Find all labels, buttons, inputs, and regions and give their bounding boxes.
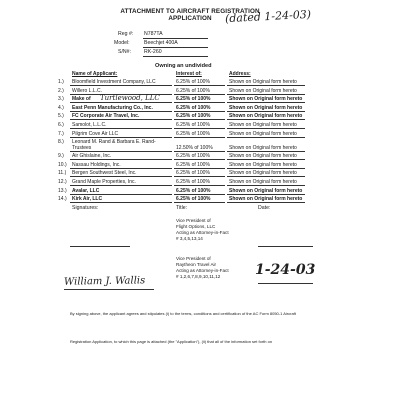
row-underline — [70, 194, 172, 195]
applicant-interest: 6.25% of 100% — [176, 130, 210, 137]
reg-underline — [143, 38, 208, 39]
applicant-name-handwritten: Turtlewood, LLC — [100, 94, 160, 103]
reg-value: N787TA — [144, 31, 163, 37]
row-underline — [227, 185, 305, 186]
applicant-name: Willero L.L.C. — [72, 87, 103, 94]
date-label: Date: — [258, 205, 271, 211]
row-underline — [227, 151, 305, 152]
applicant-number: 1.) — [58, 79, 64, 85]
date-line-2 — [258, 283, 313, 284]
applicant-address: Shown on Original form hereto — [229, 179, 297, 185]
applicant-interest: 6.25% of 100% — [176, 179, 210, 185]
row-underline — [174, 85, 225, 86]
applicant-interest: 6.25% of 100% — [176, 122, 210, 128]
row-underline — [227, 168, 305, 169]
applicant-address: Shown on Original form hereto — [229, 113, 303, 120]
footer-text-1: By signing above, the applicant agrees and stipulates (i) to the terms, conditions and certification of the AC Form 8050-1 Aircraft — [70, 311, 296, 316]
applicant-number: 10.) — [58, 161, 67, 168]
applicant-row — [58, 131, 358, 139]
applicant-address: Shown on Original form hereto — [229, 153, 297, 160]
row-underline — [227, 137, 305, 138]
reg-label: Reg #: — [118, 31, 134, 37]
applicant-name: Bergen Southwest Steel, Inc. — [72, 170, 137, 177]
signature-line-1 — [70, 246, 130, 247]
applicant-number: 9.) — [58, 153, 64, 160]
applicant-address: Shown on Original form hereto — [229, 104, 303, 111]
row-underline — [70, 159, 172, 160]
applicant-name: Kirk Air, LLC — [72, 196, 103, 203]
applicant-row — [58, 113, 358, 121]
row-underline — [70, 85, 172, 86]
row-underline — [227, 202, 305, 203]
column-interest-header: Interest of: — [176, 71, 202, 77]
row-underline — [174, 151, 225, 152]
applicant-name: Grand Maple Properties, Inc. — [72, 179, 136, 185]
row-underline — [174, 111, 225, 112]
applicant-row — [58, 153, 358, 161]
applicant-address: Shown on Original form hereto — [229, 161, 297, 168]
footer-text-2: Registration Application, to which this page is attached (the "Application"), (ii) that all of the information set forth on — [70, 339, 273, 344]
title-block-line: # 3,4,5,13,14 — [176, 235, 203, 241]
row-underline — [70, 137, 172, 138]
applicant-number: 3.) — [58, 96, 64, 103]
column-name-header: Name of Applicant: — [72, 71, 118, 77]
row-underline — [174, 159, 225, 160]
title-block-line: Flight Options, LLC — [176, 223, 216, 229]
applicant-number: 11.) — [58, 170, 67, 177]
title-block-line: Acting as Attorney-in-Fact — [176, 267, 229, 273]
applicant-address: Shown on Original form hereto — [229, 196, 303, 203]
title-block-line: # 1,2,6,7,8,9,10,11,12 — [176, 273, 221, 279]
row-underline — [174, 168, 225, 169]
row-underline — [174, 102, 225, 103]
applicant-row — [58, 79, 358, 87]
title-block-line: Vice President of — [176, 256, 211, 261]
row-underline — [227, 128, 305, 129]
title-label: Title: — [176, 205, 188, 211]
row-underline — [227, 111, 305, 112]
row-underline — [227, 159, 305, 160]
handwritten-signature-date: 1-24-03 — [255, 262, 316, 278]
applicant-address: Shown on Original form hereto — [229, 187, 303, 194]
row-underline — [174, 194, 225, 195]
applicant-address: Shown on Original form hereto — [229, 96, 303, 103]
applicant-row — [58, 179, 358, 187]
title-block-line: Vice President of — [176, 218, 211, 223]
row-underline — [70, 102, 172, 103]
applicant-row — [58, 96, 358, 104]
handwritten-signature: William J. Wallis — [63, 275, 146, 288]
applicant-row — [58, 139, 358, 152]
applicant-number: 14.) — [58, 196, 67, 203]
row-underline — [227, 94, 305, 95]
row-underline — [174, 128, 225, 129]
applicant-address: Shown on Original form hereto — [229, 79, 297, 85]
applicant-number: 8.) — [58, 139, 64, 146]
applicant-name: Samolot, L.L.C. — [72, 122, 107, 128]
row-underline — [70, 128, 172, 129]
title-block-line: Raytheon Travel Air — [176, 261, 217, 267]
applicant-number: 2.) — [58, 87, 64, 94]
applicant-name: Make of — [72, 96, 91, 103]
applicant-interest: 6.25% of 100% — [176, 104, 211, 111]
row-underline — [227, 119, 305, 120]
title-block-line: Acting as Attorney-in-Fact — [176, 229, 229, 235]
row-underline — [227, 102, 305, 103]
sn-label: S/N#: — [118, 49, 131, 55]
date-line-1 — [258, 246, 313, 247]
row-underline — [174, 94, 225, 95]
applicant-name: Air Ghislaine, Inc. — [72, 153, 112, 160]
row-underline — [227, 85, 305, 86]
owning-title: Owning an undivided — [155, 63, 212, 69]
applicant-interest: 12.50% of 100% — [176, 145, 213, 152]
row-underline — [70, 151, 172, 152]
row-underline — [70, 168, 172, 169]
applicant-interest: 6.25% of 100% — [176, 79, 210, 85]
row-underline — [70, 119, 172, 120]
column-address-header: Address: — [229, 71, 251, 77]
applicant-name: FC Corporate Air Travel, Inc. — [72, 113, 140, 120]
applicant-row — [58, 196, 358, 204]
signature-line-2 — [64, 289, 154, 290]
applicant-interest: 6.25% of 100% — [176, 187, 211, 194]
applicant-address: Shown on Original form hereto — [229, 130, 297, 137]
applicant-name: Bloomfield Investment Company, LLC — [72, 79, 156, 85]
applicant-address: Shown on Original form hereto — [229, 87, 297, 94]
applicant-interest: 6.25% of 100% — [176, 113, 211, 120]
applicant-interest: 6.25% of 100% — [176, 196, 211, 203]
applicant-interest: 6.25% of 100% — [176, 161, 210, 168]
applicant-number: 12.) — [58, 179, 67, 185]
applicant-address: Shown on Original form hereto — [229, 170, 297, 177]
row-underline — [70, 185, 172, 186]
row-underline — [174, 185, 225, 186]
applicant-name-continued: Trustees — [72, 145, 92, 152]
title-block-flight-options — [176, 218, 229, 242]
applicant-name: Leonard M. Rand & Barbara E. Rand- — [72, 139, 156, 146]
header-line-1: ATTACHMENT TO AIRCRAFT REGISTRATION — [120, 8, 260, 15]
applicant-row — [58, 188, 358, 196]
title-block-raytheon — [176, 256, 229, 280]
applicant-address: Shown on Original form hereto — [229, 145, 297, 152]
row-underline — [70, 111, 172, 112]
row-underline — [174, 176, 225, 177]
row-underline — [227, 176, 305, 177]
applicant-number: 6.) — [58, 122, 64, 128]
applicant-row — [58, 122, 358, 130]
applicant-name: Nassau Holdings, Inc. — [72, 161, 121, 168]
row-underline — [174, 137, 225, 138]
sn-underline — [143, 56, 208, 57]
applicant-interest: 6.25% of 100% — [176, 170, 210, 177]
row-underline — [70, 202, 172, 203]
applicant-name: Avalar, LLC — [72, 187, 100, 194]
row-underline — [174, 202, 225, 203]
applicant-address: Shown on Original form hereto — [229, 122, 297, 128]
model-label: Model: — [114, 40, 130, 46]
applicant-number: 13.) — [58, 187, 67, 194]
handwritten-header-date: (dated 1-24-03) — [224, 7, 312, 26]
applicant-number: 4.) — [58, 104, 64, 111]
row-underline — [174, 119, 225, 120]
applicant-interest: 6.25% of 100% — [176, 96, 211, 103]
applicant-name: East Penn Manufacturing Co., Inc. — [72, 104, 153, 111]
signatures-label: Signatures: — [72, 205, 99, 211]
applicant-row — [58, 105, 358, 113]
applicant-interest: 6.25% of 100% — [176, 87, 210, 94]
applicant-row — [58, 162, 358, 170]
applicant-name: Pilgrim Cove Air LLC — [72, 130, 119, 137]
applicant-interest: 6.25% of 100% — [176, 153, 210, 160]
sn-value: RK-260 — [144, 49, 162, 55]
row-underline — [227, 194, 305, 195]
applicant-row — [58, 170, 358, 178]
row-underline — [70, 176, 172, 177]
header-line-2: APPLICATION — [168, 15, 212, 22]
model-underline — [143, 47, 208, 48]
applicant-number: 5.) — [58, 113, 64, 120]
model-value: Beechjet 400A — [144, 40, 178, 46]
applicant-number: 7.) — [58, 130, 64, 137]
